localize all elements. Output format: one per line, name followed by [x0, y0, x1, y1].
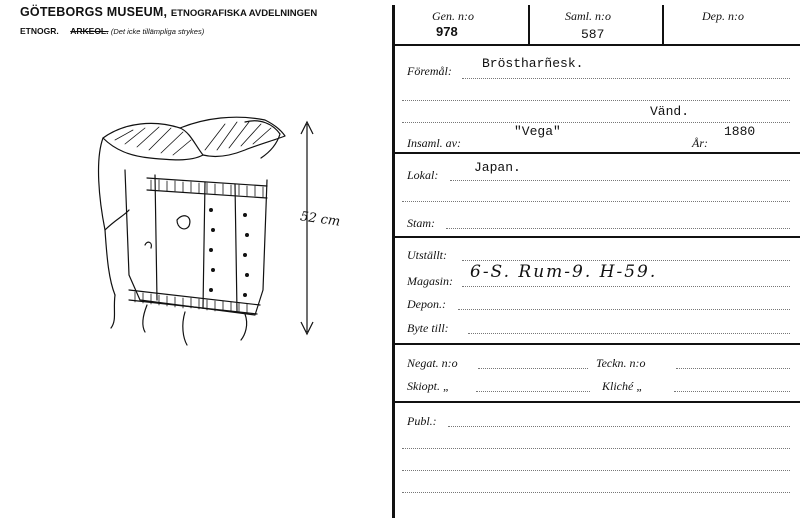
card-col-divider-2: [662, 5, 664, 45]
lokal-line: [450, 180, 790, 181]
card-rule-2: [393, 152, 800, 154]
byte-line: [468, 333, 790, 334]
stam-label: Stam:: [407, 216, 435, 230]
negat-label: Negat. n:o: [407, 356, 458, 370]
card-col-divider-1: [528, 5, 530, 45]
department-name: ETNOGRAFISKA AVDELNINGEN: [170, 8, 318, 19]
card-rule-3: [393, 236, 800, 238]
publ-line-4: [402, 492, 790, 493]
magasin-value: 6-S. Rum-9. H-59.: [470, 262, 658, 282]
card-rule-5: [393, 401, 800, 403]
ar-label: År:: [692, 136, 708, 150]
museum-name: GÖTEBORGS MUSEUM,: [20, 5, 168, 19]
foremal-line-3: [402, 122, 790, 123]
saml-label: Saml. n:o: [565, 9, 611, 23]
arkeol-label: ARKEOL.: [70, 26, 109, 36]
lokal-label: Lokal:: [407, 168, 439, 182]
lokal-value: Japan.: [474, 160, 521, 175]
utstallt-line: [462, 260, 790, 261]
strike-note: (Det icke tillämpliga strykes): [110, 27, 205, 36]
utstallt-label: Utställt:: [407, 248, 448, 262]
skiopt-label: Skiopt. „: [407, 379, 450, 393]
depon-line: [458, 309, 790, 310]
category-line: [20, 26, 204, 36]
magasin-line: [462, 286, 790, 287]
card-rule-top: [393, 44, 800, 46]
byte-label: Byte till:: [407, 321, 449, 335]
card-rule-4: [393, 343, 800, 345]
ar-value: 1880: [724, 124, 756, 139]
foremal-line-2: [402, 100, 790, 101]
negat-line: [478, 368, 588, 369]
foremal-line: [462, 78, 790, 79]
dep-label: Dep. n:o: [702, 9, 744, 23]
height-measurement: 52 cm: [299, 209, 342, 230]
gen-label: Gen. n:o: [432, 9, 474, 23]
insaml-value: "Vega": [514, 124, 561, 139]
publ-label: Publ.:: [407, 414, 437, 428]
foremal-label: Föremål:: [407, 64, 452, 78]
kliche-label: Kliché „: [602, 379, 643, 393]
publ-line-1: [448, 426, 790, 427]
publ-line-3: [402, 470, 790, 471]
teckn-line: [676, 368, 790, 369]
insaml-label: Insaml. av:: [407, 136, 461, 150]
publ-line-2: [402, 448, 790, 449]
kliche-line: [674, 391, 790, 392]
card-left-border: [392, 5, 395, 518]
gen-value: 978: [436, 24, 458, 39]
vand-note: Vänd.: [650, 104, 690, 119]
saml-value: 587: [581, 27, 605, 42]
teckn-label: Teckn. n:o: [596, 356, 646, 370]
magasin-label: Magasin:: [407, 274, 453, 288]
lokal-line-2: [402, 201, 790, 202]
museum-header: [20, 5, 317, 19]
foremal-value: Bröstharñesk.: [482, 56, 584, 71]
stam-line: [446, 228, 790, 229]
skiopt-line: [476, 391, 590, 392]
etnogr-label: ETNOGR.: [20, 26, 59, 36]
depon-label: Depon.:: [407, 297, 446, 311]
armor-sketch: [85, 100, 355, 365]
